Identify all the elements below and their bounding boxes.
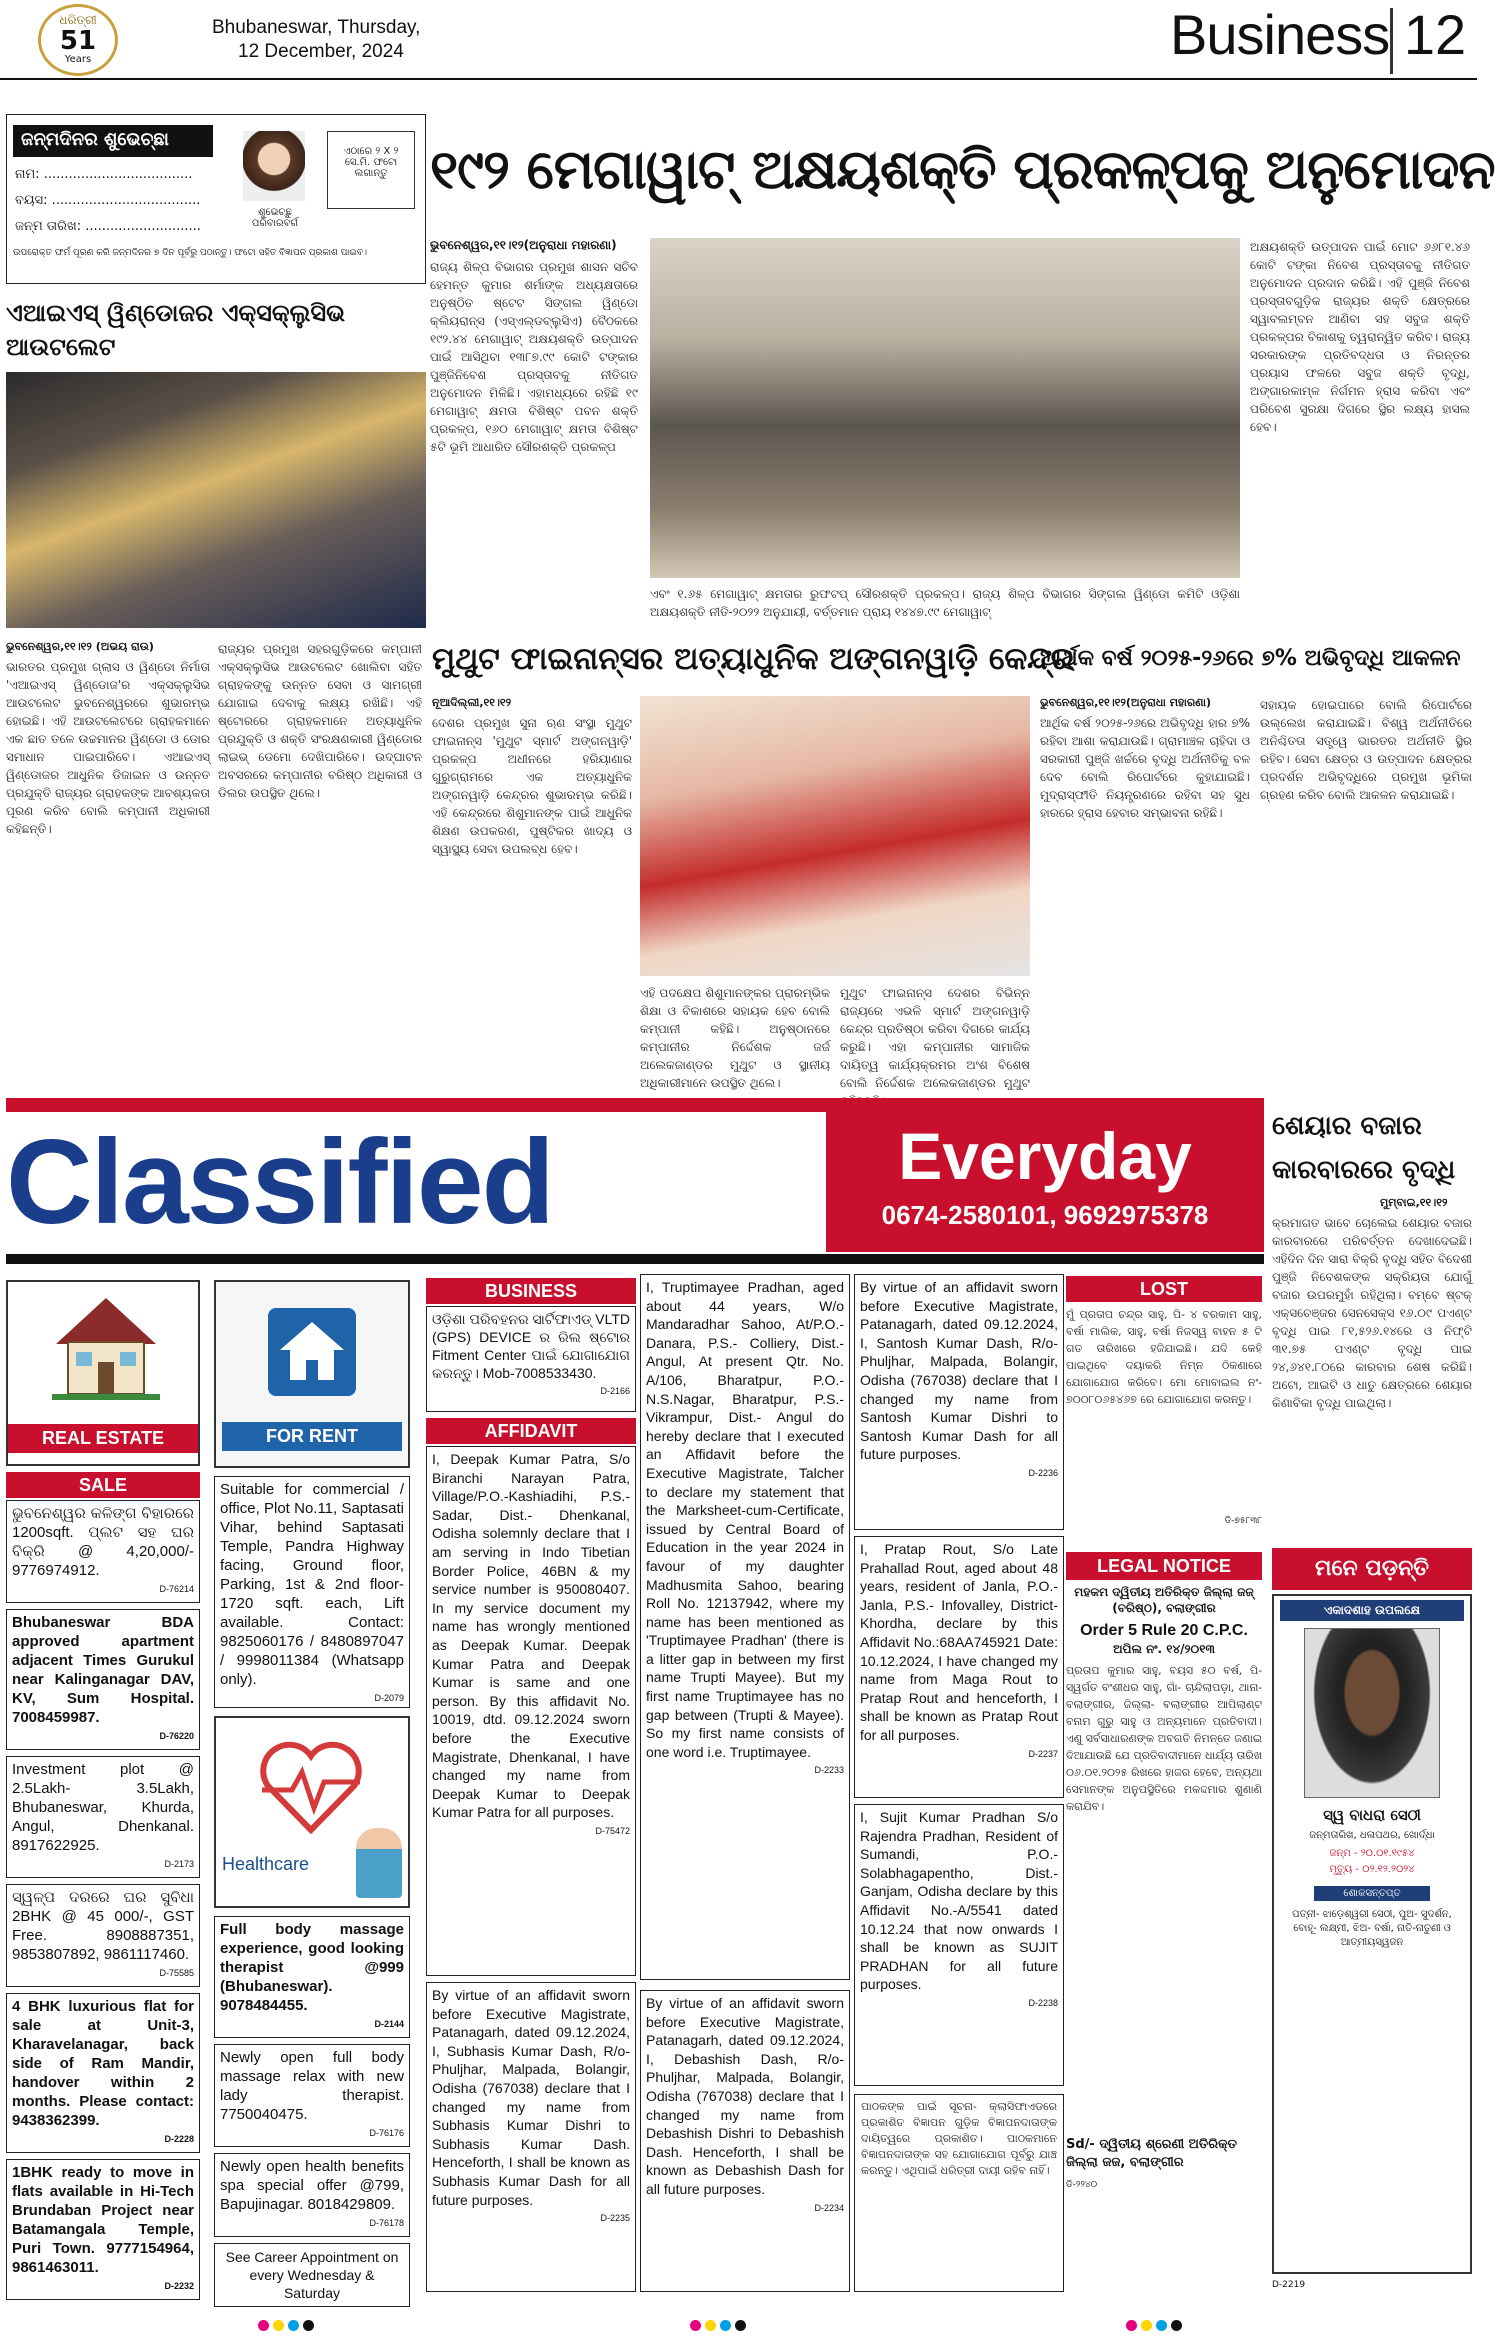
obituary-mourners-title: ଶୋକସନ୍ତପ୍ତ bbox=[1314, 1886, 1430, 1901]
muthoot-photo bbox=[640, 696, 1030, 976]
muthoot-headline: ମୁଥୁଟ ଫାଇନାନ୍ସର ଅତ୍ୟାଧୁନିକ ଅଙ୍ଗନୱାଡ଼ି କେନ୍ଦ୍ର bbox=[432, 641, 1075, 677]
logo-years-number: 51 bbox=[59, 26, 97, 56]
affidavit-3-code: D-2233 bbox=[814, 1765, 844, 1776]
outlet-photo bbox=[6, 372, 426, 628]
affidavit-header: AFFIDAVIT bbox=[426, 1418, 636, 1444]
for-rent-label: FOR RENT bbox=[222, 1422, 402, 1451]
birthday-footnote: ଉପରୋକ୍ତ ଫର୍ମ ପୂରଣ କରି ଜନ୍ମଦିନର ୭ ଦିନ ପୂର୍ବରୁ ପଠାନ୍ତୁ। ଫଟୋ ସହିତ ବିଜ୍ଞାପନ ପ୍ରକାଶ ପାଇବ। bbox=[13, 248, 368, 258]
obituary-details: ଜନ୍ମତାରିଖ, ଧଳାପଥର, ଖୋର୍ଦ୍ଧା bbox=[1309, 1830, 1435, 1841]
ad-sale-6-text: 1BHK ready to move in flats available in Hi-Tech Brundaban Project near Batamangala Temple, Puri Town. 9777154964, 9861463011. bbox=[12, 2164, 194, 2276]
registration-dots-left bbox=[258, 2316, 318, 2335]
ad-massage-1 bbox=[214, 1916, 410, 2038]
affidavit-3-text: I, Truptimayee Pradhan, aged about 44 years, W/o Mandaradhar Sahoo, At/P.O.- Danara, P.S.- Colliery, Dist.- Angul, At present Qtr. No. A/106, Bharatpur, P.O.- N.S.Nagar, Bharatpur, P.S.- Vikrampur, Dist.- Angul do hereby declare that I executed an Affidavit before the Executive Magistrate, Talcher to declare my statement that the Marksheet-cum-Certificate, issued by Central Board of Education in the year 2024 in favour of my daughter Madhusmita Sahoo, bearing Roll No. 12137942, where my name has been mentioned as 'Truptimayee Pradhan' (there is a litter gap in between my first name Trupti Mayee). But my first name Truptimayee has no gap between (Trupti & Mayee). So my first name consists of one word i.e. Truptimayee. bbox=[646, 1279, 844, 1760]
birthday-form bbox=[6, 114, 426, 284]
share-market-dateline: ମୁମ୍ବାଇ,୧୧।୧୨ bbox=[1380, 1196, 1448, 1209]
obituary-card bbox=[1272, 1594, 1472, 2274]
obituary-photo bbox=[1304, 1628, 1440, 1798]
affidavit-6 bbox=[854, 1536, 1064, 1798]
affidavit-3 bbox=[640, 1274, 850, 1980]
ad-massage-2 bbox=[214, 2044, 410, 2147]
affidavit-1-code: D-75472 bbox=[595, 1825, 630, 1836]
share-market-body: କ୍ରମାଗତ ଭାବେ ଚୋଲେଇ ଶେୟାର ବଜାର କାରବାରରେ ପରିବର୍ତ୍ତନ ଦେଖାଦେଇଛି। ଏହିଦିନ ଦିନ ସାରା ବିକ୍ରି ବୃଦ୍ଧି ସହିତ ବିଦେଶୀ ପୁଞ୍ଜି ନିବେଶକଙ୍କ ସକ୍ରିୟତା ଯୋଗୁଁ ବଜାର ଉପରମୁହାଁ ରହିଥିଲା। ବମ୍ବେ ଷ୍ଟକ୍ ଏକ୍ସଚେଞ୍ଜର ସେନସେକ୍ସ ୧୬.୦୯ ପଏଣ୍ଟ ବୃଦ୍ଧି ପାଇ ୮୧,୫୨୬.୧୪ରେ ଓ ନିଫ୍ଟି ୩୧.୭୫ ପଏଣ୍ଟ ବୃଦ୍ଧି ପାଇ ୨୪,୬୪୧.୮୦ରେ କାରବାର ଶେଷ କରିଛି। ଅଟୋ, ଆଇଟି ଓ ଧାତୁ କ୍ଷେତ୍ରରେ ଶେୟାର କିଣାବିକା ବୃଦ୍ଧି ପାଇଥିଲା। bbox=[1272, 1216, 1472, 1410]
for-rent-panel bbox=[214, 1280, 410, 1468]
ad-sale-1 bbox=[6, 1500, 200, 1603]
classified-top-rule bbox=[6, 1098, 1264, 1112]
affidavit-7-text: I, Sujit Kumar Pradhan S/o Rajendra Pradhan, Resident of Sumandi, P.O.- Solabhagapentho, Dist.- Ganjam, Odisha declare by this Affidavit No.-A/5541 dated 10.12.24 that now onwards I shall be known as SUJIT PRADHAN for all future purposes. bbox=[860, 1809, 1058, 1993]
child-photo bbox=[243, 131, 305, 201]
outlet-dateline: ଭୁବନେଶ୍ୱର,୧୧।୧୨ (ଅଭୟ ରାଉ) bbox=[6, 640, 154, 653]
ad-massage-2-code: D-76176 bbox=[369, 2128, 404, 2138]
main-story-photo bbox=[650, 238, 1240, 578]
ad-sale-6-code: D-2232 bbox=[164, 2281, 194, 2291]
ad-sale-3-code: D-2173 bbox=[164, 1859, 194, 1869]
muthoot-col2: ଏହି ପଦକ୍ଷେପ ଶିଶୁମାନଙ୍କର ପ୍ରାରମ୍ଭିକ ଶିକ୍ଷା ଓ ବିକାଶରେ ସହାୟକ ହେବ ବୋଲି କମ୍ପାନୀ କହିଛି। ଅନୁଷ୍ଠାନରେ କମ୍ପାନୀର ନିର୍ଦ୍ଦେଶକ ଜର୍ଜ ଅଲେକଜାଣ୍ଡର ମୁଥୁଟ ଓ ସ୍ଥାନୀୟ ଅଧିକାରୀମାନେ ଉପସ୍ଥିତ ଥିଲେ। bbox=[640, 986, 830, 1090]
doctor-figure bbox=[356, 1828, 402, 1898]
ads-col1 bbox=[6, 1500, 200, 2300]
main-story-col1: ରାଜ୍ୟ ଶିଳ୍ପ ବିଭାଗର ପ୍ରମୁଖ ଶାସନ ସଚିବ ହେମନ୍ତ କୁମାର ଶର୍ମାଙ୍କ ଅଧ୍ୟକ୍ଷତାରେ ଅନୁଷ୍ଠିତ ଷ୍ଟେଟ ସିଙ୍ଗଲ ୱିଣ୍ଡୋ କ୍ଲିୟରାନ୍ସ (ଏସ୍‌ଏଲ୍‌ଡବ୍ଲୁସିଏ) ବୈଠକରେ ୧୯୨.୪୪ ମେଗାୱାଟ୍ ଅକ୍ଷୟଶକ୍ତି ଉତ୍ପାଦନ ପାଇଁ ଆସିଥିବା ୧୩୮୭.୯୯ କୋଟି ଟଙ୍କାର ପୁଞ୍ଜିନିବେଶ ପ୍ରସ୍ତାବକୁ ନୀତିଗତ ଅନୁମୋଦନ ମିଳିଛି। ଏହାମଧ୍ୟରେ ରହିଛି ୧୯ ମେଗାୱାଟ୍ କ୍ଷମତା ବିଶିଷ୍ଟ ପବନ ଶକ୍ତି ପ୍ରକଳ୍ପ, ୧୬୦ ମେଗାୱାଟ୍ କ୍ଷମତା ବିଶିଷ୍ଟ ୫ଟି ଭୂମି ଆଧାରିତ ସୌରଶକ୍ତି ପ୍ରକଳ୍ପ bbox=[430, 260, 638, 454]
affidavit-2-text: By virtue of an affidavit sworn before Executive Magistrate, Patanagarh, dated 09.12.2024, I, Subhasis Kumar Dash, R/o- Phuljhar, Malpada, Bolangir, Odisha (767038) declare that I changed my name from Subhasis Kumar Dishri to Subhasis Kumar Dash. Henceforth, I shall be known as Subhasis Kumar Dash for all future purposes. bbox=[432, 1987, 630, 2208]
city-day: Bhubaneswar, Thursday, bbox=[212, 17, 421, 38]
ad-sale-4 bbox=[6, 1884, 200, 1987]
outlet-col2: ରାଜ୍ୟର ପ୍ରମୁଖ ସହରଗୁଡ଼ିକରେ କମ୍ପାନୀ ଏକ୍ସକ୍ଲୁସିଭ ଆଉଟଲେଟ ଖୋଲିବା ସହିତ ଗ୍ରାହକଙ୍କୁ ଉନ୍ନତ ସେବା ଓ ସାମଗ୍ରୀ ଯୋଗାଇ ଦେବାକୁ ଲକ୍ଷ୍ୟ ରଖିଛି। ଏହି ଷ୍ଟୋରରେ ଗ୍ରାହକମାନେ ଅତ୍ୟାଧୁନିକ ପ୍ରଯୁକ୍ତି ଓ ଶକ୍ତି ସଂରକ୍ଷଣକାରୀ ୱିଣ୍ଡୋର ଲାଇଭ୍ ଡେମୋ ଦେଖିପାରିବେ। ଉଦ୍‌ଘାଟନ ଅବସରରେ କମ୍ପାନୀର ବରିଷ୍ଠ ଅଧିକାରୀ ଓ ଡିଲର ଉପସ୍ଥିତ ଥିଲେ। bbox=[218, 642, 422, 800]
affidavit-5-code: D-2236 bbox=[1028, 1467, 1058, 1478]
legal-case: ଅପିଲ ନଂ. ୧୪/୨୦୧୩ bbox=[1113, 1642, 1215, 1656]
logo-years-label: Years bbox=[64, 54, 92, 65]
masthead bbox=[0, 0, 1477, 80]
ad-sale-1-text: ଭୁବନେଶ୍ୱର କଳିଙ୍ଗ ବିହାରରେ 1200sqft. ପ୍ଲଟ ସହ ଘର ବିକ୍ରି @ 4,20,000/- 9776974912. bbox=[12, 1505, 194, 1579]
affidavit-1 bbox=[426, 1446, 636, 1976]
logo bbox=[38, 4, 118, 76]
ad-sale-6 bbox=[6, 2159, 200, 2300]
lost-text: ମୁଁ ପ୍ରତାପ ଚନ୍ଦ୍ର ସାହୁ, ପି- ୪ ବରକାମ ସାହୁ, ବର୍ଷା ମାଲିକ, ସାହୁ, ବର୍ଷା ନିଜସ୍ୱ ବାହନ ୫ ଟି ଗତ ତାରିଖରେ ହଜିଯାଇଛି। ଯଦି କେହି ପାଇଥିବେ ଦୟାକରି ନିମ୍ନ ଠିକଣାରେ ଯୋଗାଯୋଗ କରିବେ। ମୋ ମୋବାଇଲ ନଂ- ୭୦୦୮୦୬୫୪୬୭ ରେ ଯୋଗାଯୋଗ କରନ୍ତୁ। bbox=[1066, 1308, 1262, 1406]
sale-header: SALE bbox=[6, 1472, 200, 1498]
outlet-headline: ଏଆଇଏସ୍ ୱିଣ୍ଡୋଜର ଏକ୍ସକ୍ଲୁସିଭ ଆଉଟଲେଟ bbox=[6, 299, 346, 361]
legal-notice-header: LEGAL NOTICE bbox=[1066, 1552, 1262, 1580]
affidavit-6-text: I, Pratap Rout, S/o Late Prahallad Rout, aged about 48 years, resident of Janla, P.O.- Janla, P.S.- Infovalley, District- Khordha, declare by this Affidavit No.:68AA745921 Date: 10.12.2024, I have changed my name from Maga Rout to Pratap Rout and henceforth, I shall be known as Pratap Rout for all purposes. bbox=[860, 1541, 1058, 1743]
ad-massage-1-code: D-2144 bbox=[374, 2019, 404, 2029]
growth-headline: ଆର୍ଥିକ ବର୍ଷ ୨୦୨୫-୨୬ରେ ୭% ଅଭିବୃଦ୍ଧି ଆକଳନ bbox=[1040, 646, 1461, 671]
logo-text: ଧରିତ୍ରୀ bbox=[59, 13, 97, 27]
masthead-divider bbox=[1390, 8, 1393, 74]
ad-sale-4-code: D-75585 bbox=[159, 1968, 194, 1978]
business-header: BUSINESS bbox=[426, 1278, 636, 1304]
birthday-title: ଜନ୍ମଦିନର ଶୁଭେଚ୍ଛା bbox=[13, 125, 213, 157]
registration-dots-center bbox=[690, 2316, 750, 2335]
main-story-caption: ଏବଂ ୧.୬୫ ମେଗାୱାଟ୍ କ୍ଷମତାର ରୁଫଟପ୍ ସୌରଶକ୍ତି ପ୍ରକଳ୍ପ। ରାଜ୍ୟ ଶିଳ୍ପ ବିଭାଗର ସିଙ୍ଗଲ ୱିଣ୍ଡୋ କମିଟି ଓଡ଼ିଶା ଅକ୍ଷୟଶକ୍ତି ନୀତି-୨୦୨୨ ଅନୁଯାୟୀ, ବର୍ତ୍ତମାନ ପ୍ରାୟ ୧୪୪୭.୯୯ ମେଗାୱାଟ୍ bbox=[650, 587, 1240, 619]
legal-order: Order 5 Rule 20 C.P.C. bbox=[1080, 1622, 1248, 1639]
ad-sale-2-text: Bhubaneswar BDA approved apartment adjacent Times Gurukul near Kalinganagar DAV, KV, Sum Hospital. 7008459987. bbox=[12, 1614, 194, 1726]
lost-header: LOST bbox=[1066, 1276, 1262, 1302]
registration-dots-right bbox=[1126, 2316, 1186, 2335]
obituary-code: D-2219 bbox=[1272, 2280, 1306, 2290]
outlet-col1: ଭାରତର ପ୍ରମୁଖ ଗ୍ଲାସ ଓ ୱିଣ୍ଡୋ ନିର୍ମାତା 'ଏଆଇଏସ୍ ୱିଣ୍ଡୋଜ'ର ଏକ୍ସକ୍ଲୁସିଭ ଆଉଟଲେଟ ଭୁବନେଶ୍ୱରରେ ଶୁଭାରମ୍ଭ ହୋଇଛି। ଏହି ଆଉଟଲେଟରେ ଗ୍ରାହକମାନେ ଏକ ଛାତ ତଳେ ଉଚ୍ଚମାନର ୱିଣ୍ଡୋ ଓ ଡୋର ସମାଧାନ ପାଇପାରିବେ। ଏଆଇଏସ୍ ୱିଣ୍ଡୋଜର ଆଧୁନିକ ଡିଜାଇନ ଓ ଉନ୍ନତ ପ୍ରଯୁକ୍ତି ରାଜ୍ୟର ଗ୍ରାହକଙ୍କ ଆବଶ୍ୟକତା ପୂରଣ କରିବ ବୋଲି କମ୍ପାନୀ ଅଧିକାରୀ କହିଛନ୍ତି। bbox=[6, 660, 210, 836]
birthday-dob-line: ଜନ୍ମ ତାରିଖ: ............................ bbox=[15, 219, 201, 234]
heart-pulse-icon bbox=[256, 1738, 366, 1838]
affidavit-7-code: D-2238 bbox=[1028, 1997, 1058, 2008]
obituary-title: ଏକାଦଶାହ ଉପଲକ୍ଷେ bbox=[1280, 1600, 1464, 1621]
lost-code: ଡି-୭୫୮୩୮ bbox=[1224, 1516, 1262, 1526]
affidavit-5-text: By virtue of an affidavit sworn before Executive Magistrate, Patanagarh, dated 09.12.2024, I, Santosh Kumar Dash, R/o- Phuljhar, Malpada, Bolangir, Odisha (767038) declare that I changed my name from Santosh Kumar Dishri to Santosh Kumar Dash for all future purposes. bbox=[860, 1279, 1058, 1463]
ad-sale-5-code: D-2228 bbox=[164, 2134, 194, 2144]
affidavit-4-code: D-2234 bbox=[814, 2202, 844, 2213]
obituary-born: ଜନ୍ମ - ୨୦.୦୧.୧୯୫୪ bbox=[1329, 1848, 1415, 1859]
affidavit-5 bbox=[854, 1274, 1064, 1530]
obituary-banner: ମନେ ପଡ଼ନ୍ତି bbox=[1272, 1548, 1472, 1590]
date: 12 December, 2024 bbox=[238, 41, 404, 62]
ad-sale-3-text: Investment plot @ 2.5Lakh- 3.5Lakh, Bhubaneswar, Khurda, Angul, Dhenkanal. 8917622925. bbox=[12, 1761, 194, 1854]
ad-business-text: ଓଡ଼ିଶା ପରିବହନର ସାର୍ଟିଫାଏଡ୍ VLTD (GPS) DEVICE ର ରିଲ ଷ୍ଟୋର Fitment Center ପାଇଁ ଯୋଗାଯୋଗ କରନ୍ତୁ। Mob-7008533430. bbox=[432, 1311, 630, 1381]
main-headline: ୧୯୨ ମେଗାୱାଟ୍ ଅକ୍ଷୟଶକ୍ତି ପ୍ରକଳ୍ପକୁ ଅନୁମୋଦନ bbox=[430, 138, 1495, 201]
muthoot-col1: ଦେଶର ପ୍ରମୁଖ ସୁନା ଋଣ ସଂସ୍ଥା ମୁଥୁଟ ଫାଇନାନ୍ସ 'ମୁଥୁଟ ସ୍ମାର୍ଟ ଅଙ୍ଗନୱାଡ଼ି' ପ୍ରକଳ୍ପ ଅଧୀନରେ ହରିୟାଣାର ଗୁରୁଗ୍ରାମରେ ଏକ ଅତ୍ୟାଧୁନିକ ଅଙ୍ଗନୱାଡ଼ି କେନ୍ଦ୍ରର ଶୁଭାରମ୍ଭ କରିଛି। ଏହି କେନ୍ଦ୍ରରେ ଶିଶୁମାନଙ୍କ ପାଇଁ ଆଧୁନିକ ଶିକ୍ଷଣ ଉପକରଣ, ପୁଷ୍ଟିକର ଖାଦ୍ୟ ଓ ସ୍ୱାସ୍ଥ୍ୟ ସେବା ଉପଲବ୍ଧ ହେବ। bbox=[432, 716, 632, 856]
ad-rent-1-code: D-2079 bbox=[374, 1693, 404, 1703]
reader-notice: ପାଠକଙ୍କ ପାଇଁ ସୂଚନା- କ୍ଲାସିଫାଏଡରେ ପ୍ରକାଶିତ ବିଜ୍ଞାପନ ଗୁଡ଼ିକ ବିଜ୍ଞାପନଦାତାଙ୍କ ଦାୟିତ୍ୱରେ ପ୍ରକାଶିତ। ପାଠକମାନେ ବିଜ୍ଞାପନଦାତାଙ୍କ ସହ ଯୋଗାଯୋଗ ପୂର୍ବରୁ ଯାଞ୍ଚ କରନ୍ତୁ। ଏଥିପାଇଁ ଧରିତ୍ରୀ ଦାୟୀ ରହିବ ନାହିଁ। bbox=[854, 2094, 1064, 2292]
classified-phones: 0674-2580101, 9692975378 bbox=[881, 1200, 1209, 1230]
healthcare-panel bbox=[214, 1716, 410, 1908]
classified-everyday: Everyday bbox=[898, 1119, 1192, 1193]
growth-col1: ଆର୍ଥିକ ବର୍ଷ ୨୦୨୫-୨୬ରେ ଅଭିବୃଦ୍ଧି ହାର ୭% ରହିବା ଆଶା କରାଯାଉଛି। ଗ୍ରାମାଞ୍ଚଳ ଚାହିଦା ଓ ସରକାରୀ ପୁଞ୍ଜି ଖର୍ଚ୍ଚରେ ବୃଦ୍ଧି ଅର୍ଥନୀତିକୁ ବଳ ଦେବ ବୋଲି ରିପୋର୍ଟରେ କୁହାଯାଇଛି। ମୁଦ୍ରାସ୍ଫୀତି ନିୟନ୍ତ୍ରଣରେ ରହିବା ସହ ସୁଧ ହାରରେ ହ୍ରାସ ହେବାର ସମ୍ଭାବନା ରହିଛି। bbox=[1040, 716, 1250, 820]
photo-placeholder: ଏଠାରେ ୨ X ୨ ସେ.ମି. ଫଟୋ ଲଗାନ୍ତୁ bbox=[327, 131, 415, 209]
career-note: See Career Appointment on every Wednesday & Saturday bbox=[214, 2243, 410, 2307]
muthoot-col3: ମୁଥୁଟ ଫାଇନାନ୍ସ ଦେଶର ବିଭିନ୍ନ ରାଜ୍ୟରେ ଏଭଳି ସ୍ମାର୍ଟ ଅଙ୍ଗନୱାଡ଼ି କେନ୍ଦ୍ର ପ୍ରତିଷ୍ଠା କରିବା ଦିଗରେ କାର୍ଯ୍ୟ କରୁଛି। ଏହା କମ୍ପାନୀର ସାମାଜିକ ଦାୟିତ୍ୱ କାର୍ଯ୍ୟକ୍ରମର ଅଂଶ ବିଶେଷ ବୋଲି ନିର୍ଦ୍ଦେଶକ ଅଲେକଜାଣ୍ଡର ମୁଥୁଟ bbox=[840, 986, 1030, 1090]
share-market-headline: ଶେୟାର ବଜାର କାରବାରରେ ବୃଦ୍ଧି bbox=[1272, 1111, 1456, 1185]
ad-spa-text: Newly open health benefits spa special offer @799, Bapujinagar. 8018429809. bbox=[220, 2158, 404, 2213]
ad-massage-1-text: Full body massage experience, good looking therapist @999 (Bhubaneswar). 9078484455. bbox=[220, 1921, 404, 2014]
healthcare-label: Healthcare bbox=[222, 1854, 310, 1874]
affidavit-6-code: D-2237 bbox=[1028, 1748, 1058, 1759]
birthday-name-line: ନାମ: .................................... bbox=[15, 167, 193, 182]
ads-col2-stack bbox=[214, 1916, 410, 2307]
ad-rent-1-text: Suitable for commercial / office, Plot No.11, Saptasati Vihar, behind Saptasati Temple, Pandra Highway facing, Ground floor, Parking, 1st & 2nd floor- 1720 sqft. each, Lift available. Contact: 9825060176 / 8480897047 / 9998011384 (Whatsapp only). bbox=[220, 1481, 404, 1688]
ad-business bbox=[426, 1306, 636, 1412]
affidavit-4 bbox=[640, 1990, 850, 2292]
birthday-wish-from: ଶୁଭେଚ୍ଛୁ ପରିବାରବର୍ଗ bbox=[251, 207, 299, 229]
birthday-age-line: ବୟସ: .................................... bbox=[15, 193, 201, 208]
affidavit-7 bbox=[854, 1804, 1064, 2086]
ad-sale-1-code: D-76214 bbox=[159, 1584, 194, 1594]
page-number: 12 bbox=[1403, 3, 1467, 66]
ad-spa bbox=[214, 2153, 410, 2237]
ad-massage-2-text: Newly open full body massage relax with new lady therapist. 7750040475. bbox=[220, 2049, 404, 2123]
ad-spa-code: D-76178 bbox=[369, 2218, 404, 2228]
obituary-died: ମୃତ୍ୟୁ - ୦୨.୧୨.୨୦୨୪ bbox=[1329, 1864, 1415, 1875]
obituary-mourners: ପତ୍ନୀ- ଝାଡ଼େଶ୍ୱରୀ ସେଠୀ, ପୁଅ- ସୁଦର୍ଶନ, ବୋହୂ- ଲକ୍ଷ୍ମୀ, ଝିଅ- ବର୍ଷା, ନାତି-ନାତୁଣୀ ଓ ଆତ୍ମୀୟସ୍ୱଜନ bbox=[1292, 1909, 1452, 1948]
affidavit-4-text: By virtue of an affidavit sworn before Executive Magistrate, Patanagarh, dated 09.12.2024, I, Debashish Dash, R/o- Phuljhar, Malpada, Bolangir, Odisha (767038) declare that I changed my name from Debashish Dishri to Debashish Dash. Henceforth, I shall be known as Debashish Dash for all future purposes. bbox=[646, 1995, 844, 2197]
ad-rent-1 bbox=[214, 1476, 410, 1708]
ad-sale-4-text: ସ୍ୱଳ୍ପ ଦରରେ ଘର ସୁବିଧା 2BHK @ 45 000/-, GST Free. 8908887351, 9853807892, 9861117460. bbox=[12, 1889, 194, 1963]
main-story-right-col: ଅକ୍ଷୟଶକ୍ତି ଉତ୍ପାଦନ ପାଇଁ ମୋଟ ୬୬୮୧.୪୬ କୋଟି ଟଙ୍କା ନିବେଶ ପ୍ରସ୍ତାବକୁ ନୀତିଗତ ଅନୁମୋଦନ ପ୍ରଦାନ କରିଛି। ଏହି ପୁଞ୍ଜି ନିବେଶ ପ୍ରସ୍ତାବଗୁଡ଼ିକ ରାଜ୍ୟର ଶକ୍ତି କ୍ଷେତ୍ରରେ ସ୍ୱାବଲମ୍ବନ ଆଣିବା ସହ ସବୁଜ ଶକ୍ତି ପ୍ରକଳ୍ପର ବିକାଶକୁ ତ୍ୱରାନ୍ୱିତ କରିବ। ରାଜ୍ୟ ସରକାରଙ୍କ ପ୍ରତିବଦ୍ଧତା ଓ ନିରନ୍ତର ପ୍ରୟାସ ଫଳରେ ସବୁଜ ଶକ୍ତି ବୃଦ୍ଧି, ଅଙ୍ଗାରକାମ୍ଳ ନିର୍ଗମନ ହ୍ରାସ କରିବା ଏବଂ ପରିବେଶ ସୁରକ୍ଷା ଦିଗରେ ସ୍ଥିର ଲକ୍ଷ୍ୟ ହାସଲ ହେବ। bbox=[1250, 240, 1470, 434]
ad-sale-5 bbox=[6, 1993, 200, 2153]
main-story-dateline: ଭୁବନେଶ୍ୱର,୧୧।୧୨(ଅନୁରାଧା ମହାରଣା) bbox=[430, 238, 617, 252]
ad-sale-5-text: 4 BHK luxurious flat for sale at Unit-3, Kharavelanagar, back side of Ram Mandir, handover within 2 months. Please contact: 9438362399. bbox=[12, 1998, 194, 2129]
affidavit-1-text: I, Deepak Kumar Patra, S/o Biranchi Narayan Patra, Village/P.O.-Kashiadihi, P.S.- Sadar, Dist.- Dhenkanal, Odisha solemnly declare that I am serving in Indo Tibetian Border Police, 46BN & my service number is 950080407. In my service document my name has wrongly mentioned as Deepak Kumar. Deepak Kumar Patra and Deepak Kumar is same and one person. By this affidavit No. 10019, dtd. 09.12.2024 sworn before the Executive Magistrate, Dhenkanal, I have changed my name from Deepak Kumar to Deepak Kumar Patra for all purposes. bbox=[432, 1451, 630, 1821]
dateline-block bbox=[212, 16, 432, 64]
growth-col2: ସହାୟକ ହୋଇପାରେ ବୋଲି ରିପୋର୍ଟରେ ଉଲ୍ଲେଖ କରାଯାଇଛି। ବିଶ୍ୱ ଅର୍ଥନୀତିରେ ଅନିଶ୍ଚିତତା ସତ୍ତ୍ୱେ ଭାରତର ଅର୍ଥନୀତି ସ୍ଥିର ରହିବ। ସେବା କ୍ଷେତ୍ର ଓ ଉତ୍ପାଦନ କ୍ଷେତ୍ରର ପ୍ରଦର୍ଶନ ଅଭିବୃଦ୍ଧିରେ ପ୍ରମୁଖ ଭୂମିକା ଗ୍ରହଣ କରିବ ବୋଲି ଆକଳନ କରାଯାଇଛି। bbox=[1260, 698, 1472, 802]
obituary-name: ସ୍ୱ ବାଧରା ସେଠୀ bbox=[1323, 1806, 1421, 1824]
legal-code: ଡି-୨୨୪୦ bbox=[1066, 2180, 1098, 2190]
ad-sale-2-code: D-76220 bbox=[159, 1731, 194, 1741]
affidavit-2-code: D-2235 bbox=[600, 2213, 630, 2224]
real-estate-panel bbox=[6, 1280, 200, 1466]
muthoot-dateline: ନୂଆଦିଲ୍ଲୀ,୧୧।୧୨ bbox=[432, 696, 512, 709]
ad-business-code: D-2166 bbox=[600, 1386, 630, 1396]
house-icon bbox=[48, 1292, 164, 1402]
home-rent-icon bbox=[264, 1304, 360, 1400]
ad-sale-3 bbox=[6, 1756, 200, 1878]
real-estate-label: REAL ESTATE bbox=[8, 1424, 198, 1453]
affidavit-2 bbox=[426, 1982, 636, 2292]
legal-court: ମହକମ ଦ୍ୱିତୀୟ ଅତିରିକ୍ତ ଜିଲ୍ଲା ଜଜ୍ (ବରିଷ୍ଠ), ବଲାଙ୍ଗୀର bbox=[1074, 1585, 1254, 1615]
growth-dateline: ଭୁବନେଶ୍ୱର,୧୧।୧୨(ଅନୁରାଧା ମହାରଣା) bbox=[1040, 696, 1212, 709]
legal-text: ପ୍ରତାପ କୁମାର ସାହୁ, ବୟସ ୫୦ ବର୍ଷ, ପି- ସ୍ୱର୍ଗତ ବଂଶୀଧର ସାହୁ, ଗାଁ- ଚାନ୍ଦିଲାପଡ଼ା, ଥାନା- ବଲାଙ୍ଗୀର, ଜିଲ୍ଲା- ବଲାଙ୍ଗୀର ଆପିଲାଣ୍ଟ ବନାମ ଗୁରୁ ସାହୁ ଓ ଅନ୍ୟମାନେ ପ୍ରତିବାଦୀ। ଏଣୁ ସର୍ବସାଧାରଣଙ୍କ ଅବଗତି ନିମନ୍ତେ ଜଣାଇ ଦିଆଯାଉଛି ଯେ ପ୍ରତିବାଦୀମାନେ ଧାର୍ଯ୍ୟ ତାରିଖ ୦୬.୦୧.୨୦୨୫ ରିଖରେ ହାଜର ହେବେ, ଅନ୍ୟଥା ସେମାନଙ୍କ ଅନୁପସ୍ଥିତିରେ ମକଦ୍ଦମାର ଶୁଣାଣି କରାଯିବ। bbox=[1066, 1664, 1262, 1813]
ad-sale-2 bbox=[6, 1609, 200, 1750]
classified-title: Classified bbox=[6, 1115, 553, 1249]
classified-bottom-rule bbox=[6, 1254, 1264, 1264]
legal-signature: Sd/- ଦ୍ୱିତୀୟ ଶ୍ରେଣୀ ଅତିରିକ୍ତ ଜିଲ୍ଲା ଜଜ, ବଲାଙ୍ଗୀର bbox=[1066, 2137, 1237, 2170]
section-title: Business bbox=[1170, 3, 1390, 66]
